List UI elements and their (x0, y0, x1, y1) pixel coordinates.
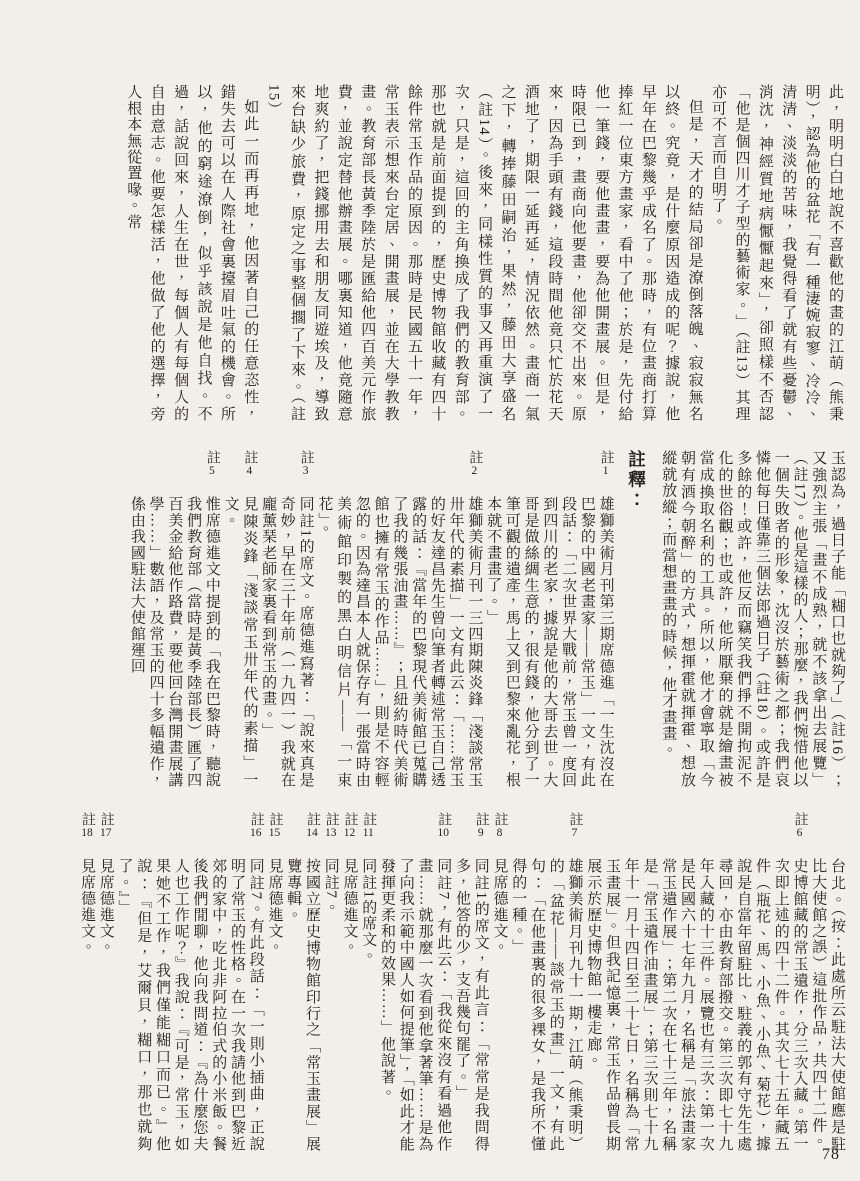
note-prefix: 註 (98, 812, 114, 827)
note-text: 雄獅美術月刊九十一期，江萌（熊秉明）的「盆花——談常玉的畫」一文，有此句：「在他畫裏的很多裸女，是我所不懂得的一種。」 (510, 858, 583, 1152)
note-text: 見席德進文。 (266, 858, 283, 956)
note-prefix: 註 (204, 450, 220, 465)
note-label (791, 812, 809, 838)
note-text: 同註7，有此云：「我從來沒有看過他作畫……就那麼一次看到他拿著筆……是為了向我示範中國人如何提筆」，「如此才能發揮更柔和的效果……」他說著。 (379, 858, 452, 1152)
note-text: 史博館藏的常玉遺作，分三次入藏。第一次即上述的四十二件。其次七十五年藏五件（瓶花、馬、小魚、小魚、菊花），據說是自當年留駐比、駐義的郭有守先生處尋回，亦由教育部撥交。第三次即七十九年入藏的十三件。展覽也有三次：第一次是民國六十七年九月，名稱是「旅法畫家常玉遺作展」；第二次在七十三年，名稱是「常玉遺作油畫展」；第三次則七十九年十一月十四日至二十七日，名稱為「常玉畫展」。但我記憶裏，常玉作品曾長期展示於歷史博物館一樓走廊。 (585, 858, 808, 1152)
page-number: 78 (822, 1146, 840, 1163)
note-text: 同註1的席文，有此言：「常常是我問得多，他答的少，支吾幾句罷了。」 (454, 858, 489, 1152)
article-paragraph: 玉認為，過日子能「糊口也就夠了」（註16）；又強烈主張「畫不成熟，就不該拿出去展覽」（註17）。他是這樣的人；那麼，我們惋惜他以一個失敗者的形象，沈沒於藝術之都；我們哀憐他每日僅靠三個法郎過日子（註18）。或許是多餘的！或許，他反而竊笑我們掙不開拘泥不化的世俗觀；也或許，他所厭棄的就是繪畫被當成換取名利的工具。所以，他才會寧取「今朝有酒今朝醉」的方式，想揮霍就揮霍、想放縱就放縱；而當想畫畫的時候，他才畫畫。 (660, 450, 845, 788)
note-text: 見席德進文。 (79, 858, 95, 956)
note-prefix: 註 (323, 812, 339, 827)
note-number: 7 (571, 826, 578, 839)
note-prefix: 註 (242, 450, 258, 465)
article-paragraph: 此，明明白白地說不喜歡他的畫的江萌（熊秉明），認為他的盆花「有一種淒婉寂寥、冷冷、清清、淡淡的苦味，我覺得看了就有些憂鬱、消沈，神經質地病懨懨起來」，卻照樣不否認「他是個四川才子型的藝術家。」（註13）其理亦可不言而自明了。 (710, 84, 843, 422)
note-item (265, 812, 284, 1152)
note-item (483, 450, 614, 788)
note-label (566, 812, 584, 838)
article-paragraph: 如此一而再再地，他因著自己的任意恣性，錯失去可以在人際社會裏擡眉吐氣的機會。所以，他的窮途潦倒，似乎該說是他自找。不過，話說回來，人生在世，每個人有每個人的自由意志。他要怎樣活，他做了他的選擇，旁人根本無從置喙。常 (125, 84, 259, 422)
note-item (127, 450, 221, 788)
note-label (97, 812, 115, 838)
note-number: 13 (325, 826, 337, 839)
note-number: 17 (100, 826, 112, 839)
note-prefix: 註 (567, 812, 583, 827)
note-text: 雄獅美術月刊第三期席德進「一生沈沒在巴黎的中國老畫家——常玉」一文，有此段話：「二次世界大戰前，常玉曾一度回到四川的老家，據說是他的大哥去世。大哥是做絲綢生意的，很有錢，他分到了一筆可觀的遺產，馬上又到巴黎來亂花，根本就不畫畫了。」 (485, 496, 614, 788)
note-prefix: 註 (361, 812, 377, 827)
article-end-and-notes-band (46, 450, 846, 788)
note-number: 6 (796, 826, 803, 839)
note-item (258, 450, 314, 788)
note-number: 8 (496, 826, 503, 839)
note-prefix: 註 (248, 812, 264, 827)
note-prefix: 註 (473, 812, 489, 827)
note-number: 10 (437, 826, 449, 839)
note-item (221, 450, 259, 788)
note-number: 12 (343, 826, 356, 839)
note-number: 15 (268, 826, 281, 839)
note-continuation (809, 812, 847, 1152)
note-label (597, 450, 615, 476)
note-prefix: 註 (298, 450, 314, 465)
note-label (491, 812, 509, 838)
note-item (509, 812, 584, 1152)
note-item (452, 812, 490, 1152)
note-text: 見席德進文。 (341, 858, 358, 956)
note-label (266, 812, 284, 838)
note-text: 見席德進文。 (97, 858, 114, 956)
note-text: 按國立歷史博物館印行之「常玉畫展」展覽專輯。 (285, 858, 320, 1152)
note-text: 同註7。有此段話：「一則小插曲，正說明了常玉的性格。在一次我請他到巴黎近郊的家中，吃北非阿拉伯式的小米飯。餐後我們閒聊，他向我問道：『為什麼您夫人也工作呢？』我說：『可是，常玉，如果她不工作，我們僅能糊口而已。』他說：『但是，艾爾貝，糊口，那也就夠了。』」 (116, 858, 264, 1152)
note-prefix: 註 (80, 812, 95, 827)
note-label (360, 812, 378, 838)
notes-band (46, 812, 846, 1152)
note-prefix: 註 (305, 812, 320, 827)
note-text: 台北。（按：此處所云駐法大使館應是駐比大使館之誤）這批作品，共四十二件。 (810, 858, 845, 1152)
note-number: 11 (362, 826, 374, 839)
note-label (247, 812, 265, 838)
note-label (297, 450, 315, 476)
note-item (96, 812, 115, 1152)
note-prefix: 註 (342, 812, 358, 827)
note-number: 18 (81, 826, 93, 839)
note-item (77, 812, 96, 1152)
note-item (490, 812, 509, 1152)
note-text: 同註1的席文。 (360, 858, 377, 964)
note-text: 雄獅美術月刊一三四期陳炎鋒「淺談常玉卅年代的素描」一文有此云：「……常玉的好友達昌先生曾向筆者轉述常玉自己透露的話：『當年的巴黎現代美術館已蒐購了我的幾張油畫……』；且紐約時代美術館也擁有常玉的作品……」，則是不容輕忽的。因為達昌本人就保存有一張當時由美術館印製的黑白明信片——「一束花」。 (316, 496, 483, 788)
note-item (340, 812, 359, 1152)
note-prefix: 註 (436, 812, 452, 827)
note-prefix: 註 (792, 812, 808, 827)
note-label (472, 812, 490, 838)
note-number: 14 (306, 826, 318, 839)
note-text: 惟席德進文中提到的「我在巴黎時，聽說我們教育部（當時是黃季陸部長）匯了四百美金給他作路費，要他回台灣開畫展講學……」數語，及常玉的四十多幅遺作，係由我國駐法大使館運回 (128, 496, 220, 788)
note-item (584, 812, 809, 1152)
main-text-band (46, 84, 846, 422)
note-item (284, 812, 322, 1152)
note-item (115, 812, 265, 1152)
note-number: 4 (246, 464, 253, 477)
note-label (203, 450, 221, 476)
note-number: 2 (471, 464, 478, 477)
note-item (321, 812, 340, 1152)
note-text: 見陳炎鋒「淺談常玉卅年代的素描」一文。 (222, 496, 258, 788)
note-label (466, 450, 484, 476)
note-number: 5 (209, 464, 215, 477)
note-text: 見席德進文。 (491, 858, 508, 956)
article-paragraph: 但是，天才的結局卻是潦倒落魄、寂寂無名以終。究竟，是什麼原因造成的呢？據說，他早年在巴黎幾乎成名了。那時，有位畫商打算捧紅一位東方畫家，看中了他；於是，先付給他一筆錢，要他畫畫，要為他開畫展。但是，時限已到，畫商向他要畫，他卻交不出來。原來，因為手頭有錢，這段時間他竟只忙於花天酒地了，期限一延再延，情況依然。畫商一氣之下，轉捧藤田嗣治，果然，藤田大享盛名（註14）。後來，同樣性質的事又再重演了一次，只是，這回的主角換成了我們的教育部。那也就是前面提到的，歷史博物館收藏有四十餘件常玉作品的原因。那時是民國五十一年，常玉表示想來台定居、開畫展，並在大學教教畫。教育部長黃季陸於是匯給他四百美元作旅費，並說定替他辦畫展。哪裏知道，他竟隨意地爽約了，把錢挪用去和朋友同遊埃及，導致來台缺少旅費，原定之事整個擱了下來。（註15） (265, 84, 703, 422)
note-number: 3 (302, 464, 309, 477)
note-number: 16 (250, 826, 262, 839)
note-label (304, 812, 322, 838)
note-text: 同註1的席文。席德進寫著：「說來真是奇妙，早在三十年前（一九四一）我就在龐薰琹老師家裏看到常玉的畫。」 (260, 496, 314, 788)
note-prefix: 註 (492, 812, 508, 827)
note-number: 1 (602, 464, 609, 477)
note-label (322, 812, 340, 838)
note-item (377, 812, 452, 1152)
note-item (359, 812, 378, 1152)
note-label (241, 450, 259, 476)
note-prefix: 註 (467, 450, 483, 465)
note-item (315, 450, 484, 788)
note-number: 9 (477, 826, 484, 839)
note-label (79, 812, 97, 838)
note-label (435, 812, 453, 838)
note-prefix: 註 (598, 450, 614, 465)
note-text: 同註7。 (322, 858, 339, 916)
note-label (341, 812, 359, 838)
notes-header: 註釋： (626, 450, 647, 510)
note-prefix: 註 (267, 812, 283, 827)
